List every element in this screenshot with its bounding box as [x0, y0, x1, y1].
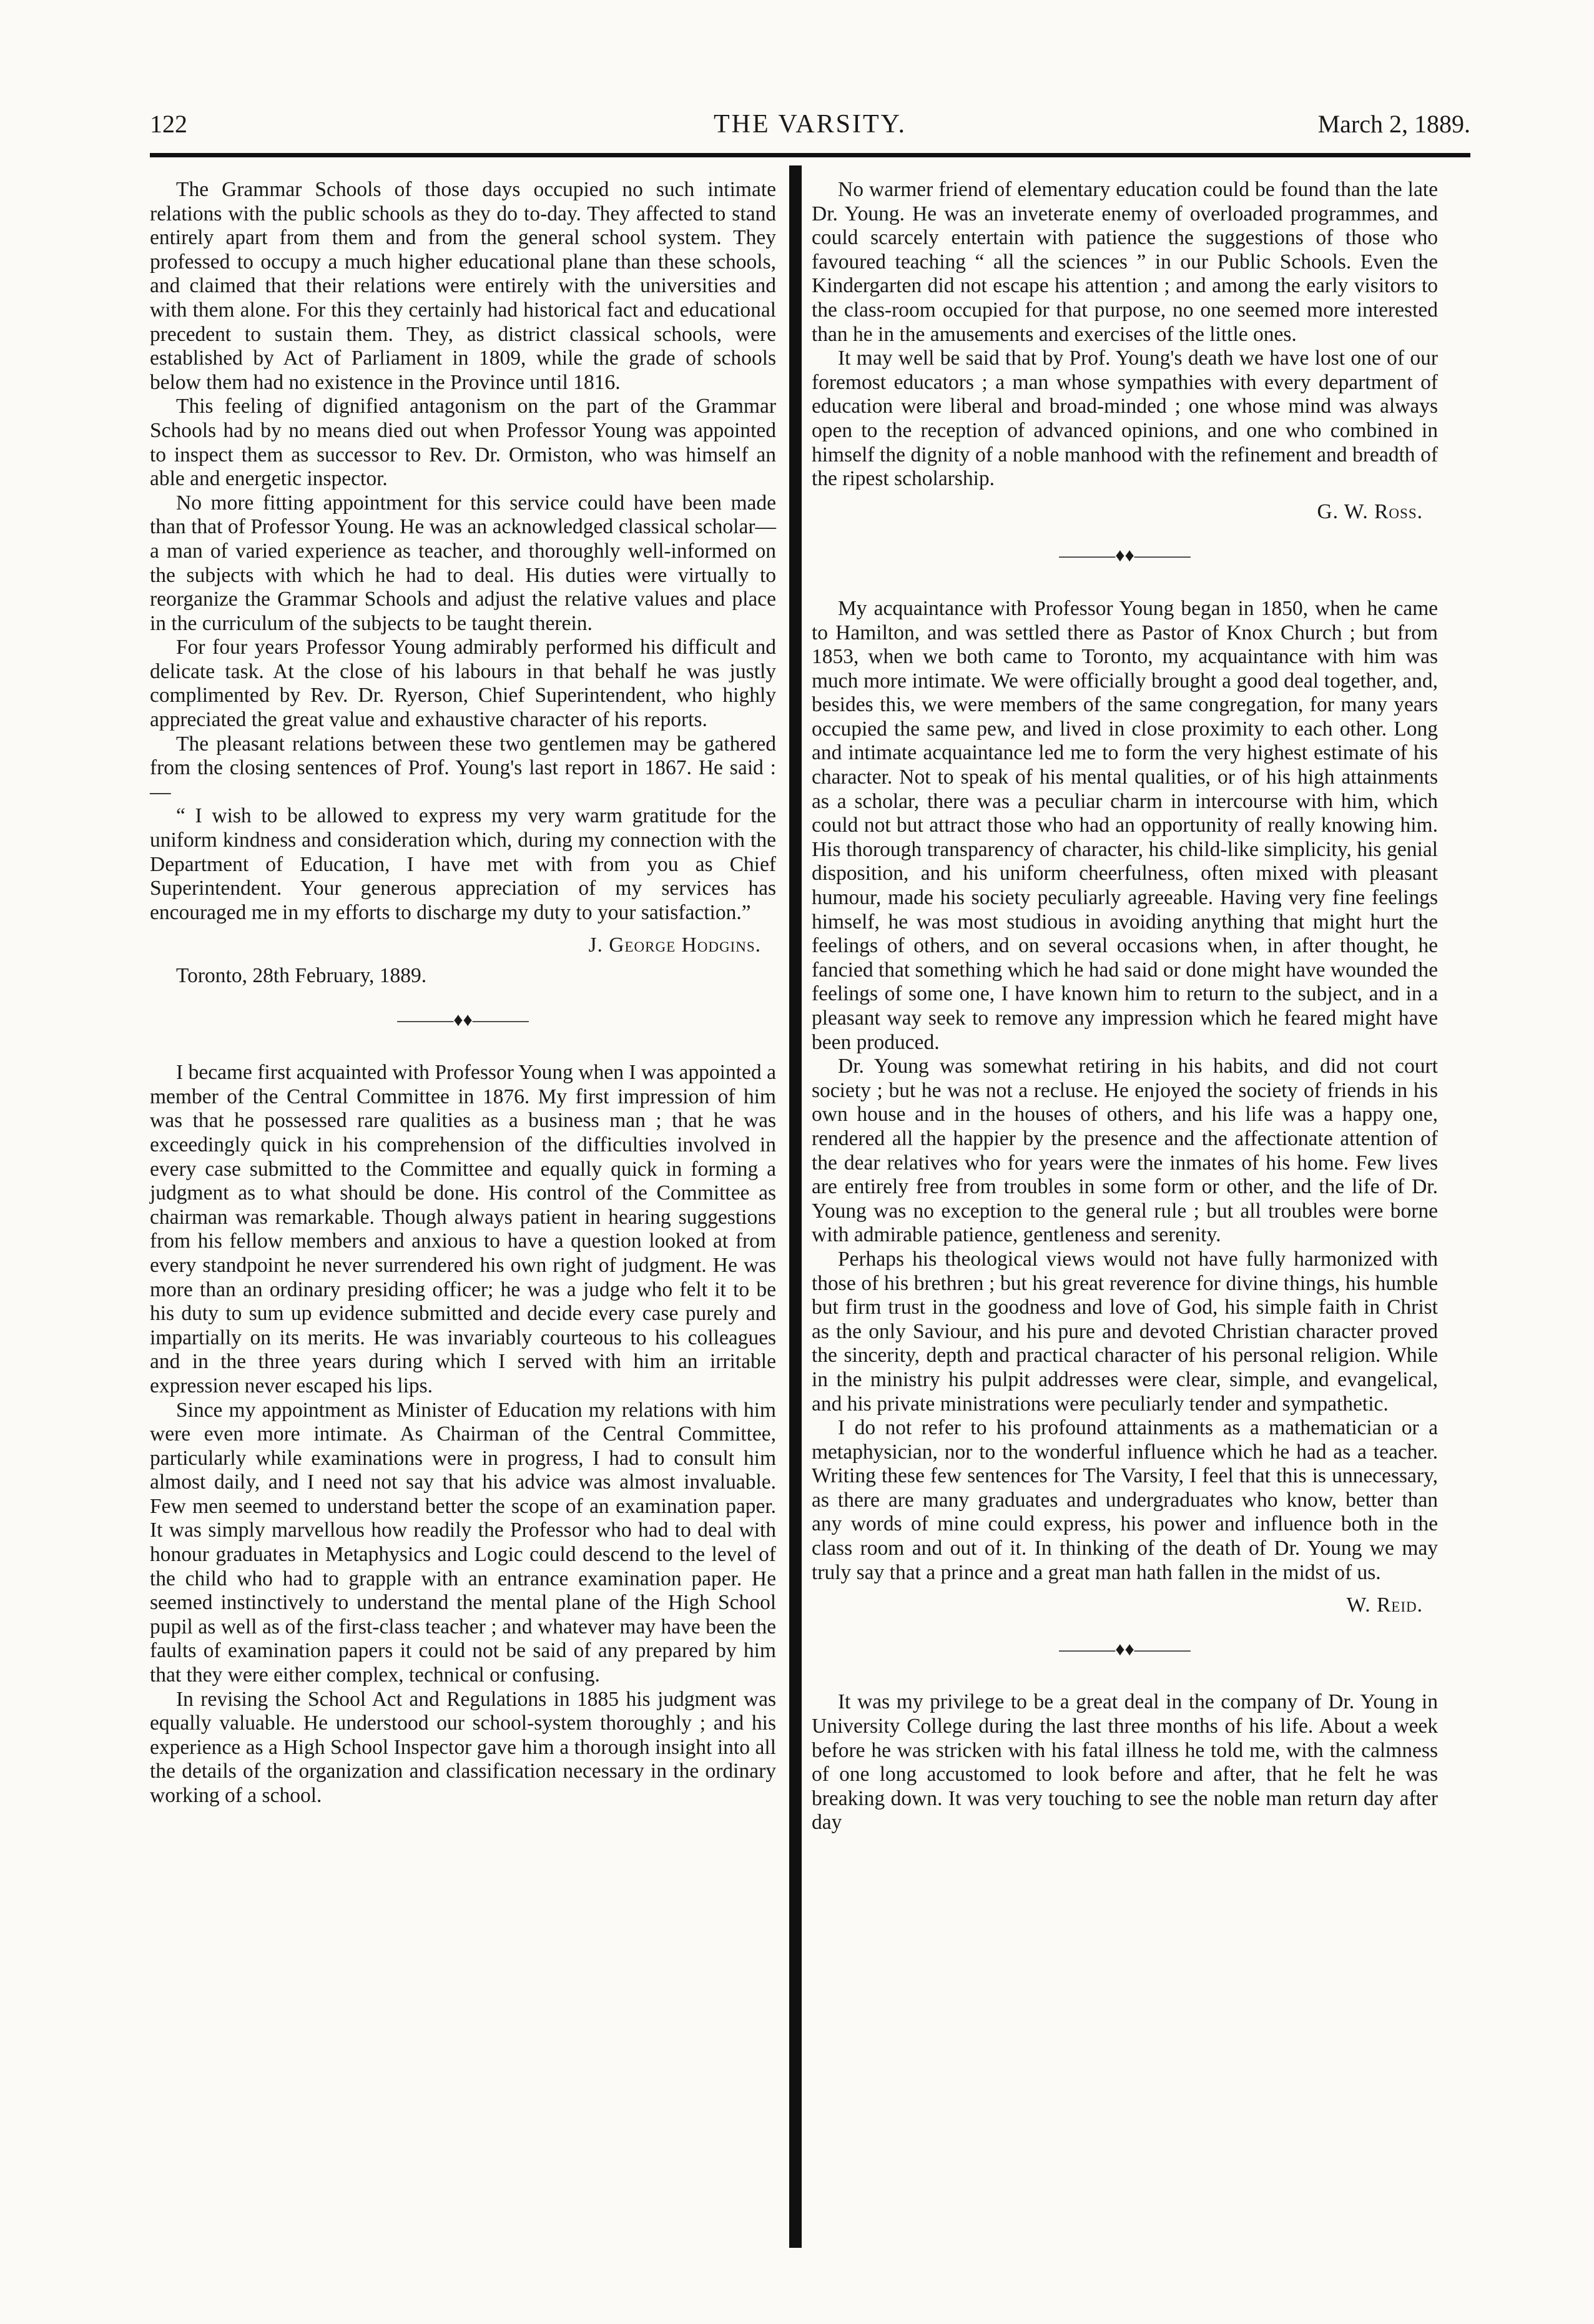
paragraph: It may well be said that by Prof. Young's death we have lost one of our foremost educators ; a man whose sympathies with every department of education were liberal and broad-minded ; one whose mind was always open to the reception of advanced opinions, and one who combined in himself the dignity of a noble manhood with the refinement and breadth of the ripest scholarship.: [812, 347, 1438, 491]
paragraph: It was my privilege to be a great deal in the company of Dr. Young in University College during the last three months of his life. About a week before he was stricken with his fatal illness he told me, with the calmness of one long accustomed to look before and after, that he felt he was breaking down. It was very touching to see the noble man return day after day: [812, 1690, 1438, 1834]
separator-ornament: ———♦♦———: [397, 1009, 529, 1030]
column-divider: [789, 165, 802, 2248]
paragraph: Dr. Young was somewhat retiring in his habits, and did not court society ; but he was not a recluse. He enjoyed the society of friends in his own house and in the houses of others, and his life was a happy one, rendered all the happier by the presence and the affectionate attention of the dear relatives who for years were the inmates of his home. Few lives are entirely free from troubles in some form or other, and the life of Dr. Young was no exception to the general rule ; but all troubles were borne with admirable patience, gentleness and serenity.: [812, 1055, 1438, 1247]
left-column: [150, 178, 776, 1808]
paragraph: The Grammar Schools of those days occupied no such intimate relations with the public schools as they do to-day. They affected to stand entirely apart from them and from the general school system. They professed to occupy a much higher educational plane than these schools, and claimed that their relations were entirely with the universities and with them alone. For this they certainly had historical fact and educational precedent to sustain them. They, as district classical schools, were established by Act of Parliament in 1809, while the grade of schools below them had no existence in the Province until 1816.: [150, 178, 776, 394]
paragraph: I do not refer to his profound attainments as a mathematician or a metaphysician, nor to the wonderful influence which he had as a teacher. Writing these few sentences for The Varsity, I feel that this is unnecessary, as there are many graduates and undergraduates who know, better than any words of mine could express, his power and influence both in the class room and out of it. In thinking of the death of Dr. Young we may truly say that a prince and a great man hath fallen in the midst of us.: [812, 1416, 1438, 1584]
paragraph: Since my appointment as Minister of Education my relations with him were even more intimate. As Chairman of the Central Committee, particularly while examinations were in progress, I had to consult him almost daily, and I need not say that his advice was almost invaluable. Few men seemed to understand better the scope of an examination paper. It was simply marvellous how readily the Professor who had to deal with honour graduates in Metaphysics and Logic could descend to the level of the child who had to grapple with an entrance examination paper. He seemed instinctively to understand the mental plane of the High School pupil as well as of the first-class teacher ; and whatever may have been the faults of examination papers it could not be said of any prepared by him that they were either complex, technical or confusing.: [150, 1398, 776, 1687]
section-separator: [150, 1008, 776, 1033]
signature: G. W. Ross.: [1317, 500, 1423, 523]
paragraph: No more fitting appointment for this service could have been made than that of Professor Young. He was an acknowledged classical scholar—a man of varied experience as teacher, and thoroughly well-informed on the subjects with which he had to deal. His duties were virtually to reorganize the Grammar Schools and adjust the relative values and place in the curriculum of the subjects to be taught therein.: [150, 491, 776, 635]
page-header: [150, 103, 1470, 147]
paragraph: The pleasant relations between these two gentlemen may be gathered from the closing sentences of Prof. Young's last report in 1867. He said : —: [150, 732, 776, 804]
paragraph: Perhaps his theological views would not have fully harmonized with those of his brethren ; but his great reverence for divine things, his humble but firm trust in the goodness and love of God, his simple faith in Christ as the only Saviour, and his pure and devoted Christian character proved the sincerity, depth and practical character of his personal religion. While in the ministry his pulpit addresses were clear, simple, and evangelical, and his private ministrations were peculiarly tender and sympathetic.: [812, 1247, 1438, 1416]
signature: J. George Hodgins.: [588, 933, 761, 957]
dateline: Toronto, 28th February, 1889.: [176, 964, 427, 987]
paragraph: I became first acquainted with Professor Young when I was appointed a member of the Central Committee in 1876. My first impression of him was that he possessed rare qualities as a business man ; that he was exceedingly quick in his comprehension of the difficulties involved in every case submitted to the Committee and equally quick in forming a judgment as to what should be done. His control of the Committee as chairman was remarkable. Though always patient in hearing suggestions from his fellow members and anxious to have a question looked at from every standpoint he never surrendered his own right of judgment. He was more than an ordinary presiding officer; he was a judge who felt it to be his duty to sum up evidence submitted and decide every case purely and impartially on its merits. He was invariably courteous to his colleagues and in the three years during which I served with him an irritable expression never escaped his lips.: [150, 1061, 776, 1397]
journal-title: THE VARSITY.: [713, 110, 907, 139]
issue-date: March 2, 1889.: [1317, 110, 1470, 138]
paragraph: In revising the School Act and Regulations in 1885 his judgment was equally valuable. He understood our school-system thoroughly ; and his experience as a High School Inspector gave him a thorough insight into all the details of the organization and classification necessary in the ordinary working of a school.: [150, 1687, 776, 1807]
header-rule: [150, 153, 1470, 157]
paragraph: No warmer friend of elementary education could be found than the late Dr. Young. He was an inveterate enemy of overloaded programmes, and could scarcely entertain with patience the suggestions of those who favoured teaching “ all the sciences ” in our Public Schools. Even the Kindergarten did not escape his attention ; and among the early visitors to the class-room occupied for that purpose, no one seemed more interested than he in the amusements and exercises of the little ones.: [812, 178, 1438, 346]
paragraph: My acquaintance with Professor Young began in 1850, when he came to Hamilton, and was settled there as Pastor of Knox Church ; but from 1853, when we both came to Toronto, my acquaintance with him was much more intimate. We were officially brought a good deal together, and, besides this, we were members of the same congregation, for many years occupied the same pew, and lived in close proximity to each other. Long and intimate acquaintance led me to form the very highest estimate of his character. Not to speak of his mental qualities, or of his high attainments as a scholar, there was a peculiar charm in intercourse with him, which could not but attract those who had an opportunity of really knowing him. His thorough transparency of character, his child-like simplicity, his genial disposition, and his uniform cheerfulness, often mixed with pleasant humour, made his society peculiarly agreeable. Having very fine feelings himself, he was most studious in avoiding anything that might hurt the feelings of others, and on several occasions when, in after thought, he fancied that something which he had said or done might have wounded the feelings of some one, I have known him to return to the subject, and in a pleasant way seek to remove any impression which he feared might have been produced.: [812, 596, 1438, 1054]
paragraph: This feeling of dignified antagonism on the part of the Grammar Schools had by no means died out when Professor Young was appointed to inspect them as successor to Rev. Dr. Ormiston, who was himself an able and energetic inspector.: [150, 395, 776, 491]
right-column: [812, 178, 1438, 1835]
separator-ornament: ———♦♦———: [1059, 545, 1191, 566]
quotation: “ I wish to be allowed to express my very warm gratitude for the uniform kindness and consideration which, during my connection with the Department of Education, I have met with from you as Chief Superintendent. Your generous appreciation of my services has encouraged me in my efforts to discharge my duty to your satisfaction.”: [150, 804, 776, 924]
section-separator: [812, 544, 1438, 568]
paragraph: For four years Professor Young admirably performed his difficult and delicate task. At the close of his labours in that behalf he was justly complimented by Rev. Dr. Ryerson, Chief Superintendent, who highly appreciated the great value and exhaustive character of his reports.: [150, 636, 776, 732]
signature: W. Reid.: [1346, 1593, 1423, 1617]
section-separator: [812, 1638, 1438, 1662]
page-number: 122: [150, 110, 187, 138]
separator-ornament: ———♦♦———: [1059, 1638, 1191, 1660]
